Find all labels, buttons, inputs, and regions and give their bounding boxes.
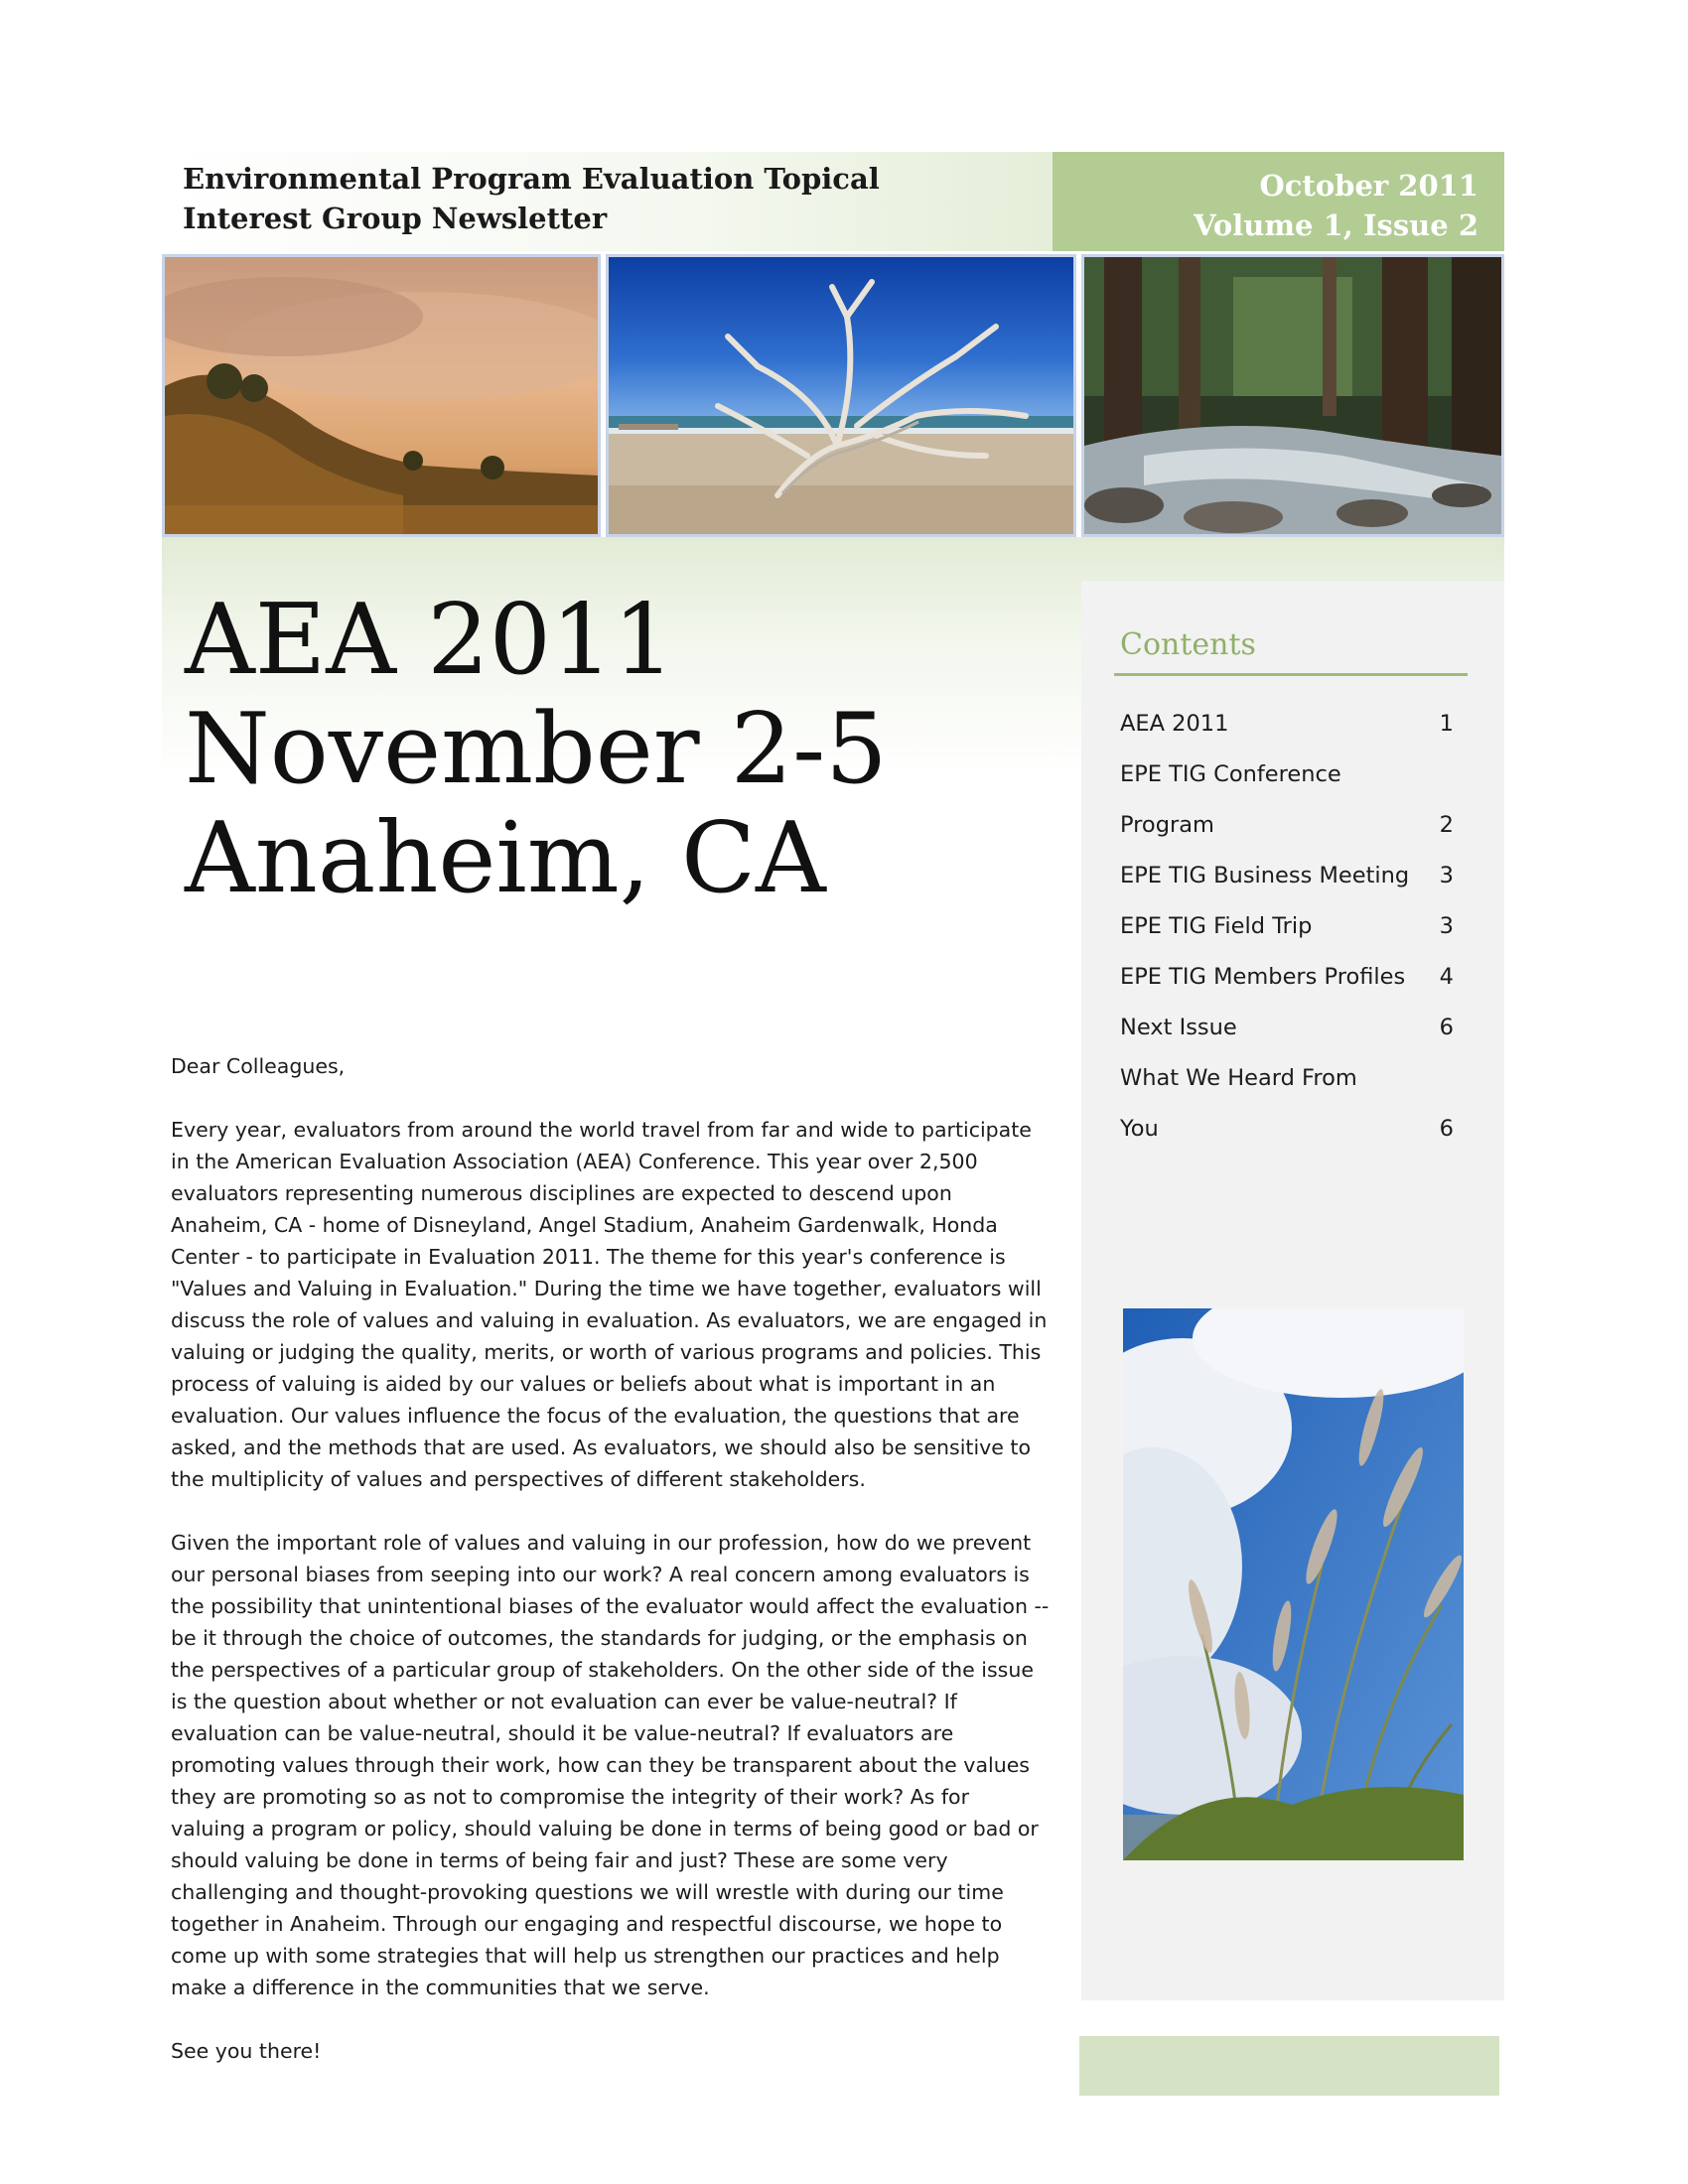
- coastal-sunset-photo: [162, 254, 601, 537]
- headline-dates: November 2-5: [185, 693, 888, 806]
- headline-event: AEA 2011: [185, 584, 675, 697]
- toc-page: 4: [1439, 964, 1454, 990]
- newsletter-title: Environmental Program Evaluation Topical Interest Group Newsletter: [183, 162, 880, 235]
- toc-item[interactable]: [1120, 699, 1458, 750]
- toc-page: 6: [1439, 1015, 1454, 1040]
- issue-volume: Volume 1, Issue 2: [1194, 208, 1478, 242]
- table-of-contents: [1120, 699, 1458, 1155]
- headline: [185, 586, 1078, 913]
- letter-body: [171, 1050, 1050, 2099]
- toc-label: You: [1120, 1116, 1159, 1142]
- toc-page: 6: [1439, 1116, 1454, 1142]
- issue-info: [1053, 152, 1504, 251]
- toc-page: 3: [1439, 863, 1454, 888]
- footer-bar: [1079, 2036, 1499, 2096]
- toc-label: Program: [1120, 812, 1214, 838]
- issue-date: October 2011: [1259, 169, 1478, 203]
- letter-closing: See you there!: [171, 2039, 322, 2063]
- toc-item[interactable]: [1120, 901, 1458, 952]
- toc-label: EPE TIG Members Profiles: [1120, 964, 1406, 990]
- letter-paragraph: Every year, evaluators from around the world travel from far and wide to participate in the American Evaluation Association (AEA) Conference. This year over 2,500 evaluators representing numerous disciplines are expected to descend upon Anaheim, CA - home of Disneyland, Angel Stadium, Anaheim Gardenwalk, Honda Center - to participate in Evaluation 2011. The theme for this year's conference is "Values and Valuing in Evaluation." During the time we have together, evaluators will discuss the role of values and valuing in evaluation. As evaluators, we are engaged in valuing or judging the quality, merits, or worth of various programs and policies. This process of valuing is aided by our values or beliefs about what is important in an evaluation. Our values influence the focus of the evaluation, the questions that are asked, and the methods that are used. As evaluators, we should also be sensitive to the multiplicity of values and perspectives of different stakeholders.: [171, 1118, 1048, 1491]
- toc-item[interactable]: [1120, 952, 1458, 1003]
- driftwood-beach-photo: [606, 254, 1076, 537]
- toc-item[interactable]: [1120, 851, 1458, 901]
- toc-label: EPE TIG Field Trip: [1120, 913, 1313, 939]
- contents-heading: Contents: [1120, 627, 1256, 662]
- toc-page: 3: [1439, 913, 1454, 939]
- forest-stream-photo: [1081, 254, 1504, 537]
- toc-page: 1: [1439, 711, 1454, 737]
- toc-label: EPE TIG Conference: [1120, 761, 1341, 787]
- toc-label: EPE TIG Business Meeting: [1120, 863, 1410, 888]
- toc-label: Next Issue: [1120, 1015, 1237, 1040]
- toc-item[interactable]: [1120, 1053, 1458, 1104]
- toc-label: AEA 2011: [1120, 711, 1229, 737]
- contents-divider: [1114, 673, 1468, 676]
- toc-item[interactable]: [1120, 750, 1458, 800]
- toc-item[interactable]: [1120, 1003, 1458, 1053]
- toc-page: 2: [1439, 812, 1454, 838]
- letter-salutation: Dear Colleagues,: [171, 1054, 346, 1078]
- toc-item[interactable]: [1120, 1104, 1458, 1155]
- headline-location: Anaheim, CA: [185, 802, 826, 915]
- toc-item[interactable]: [1120, 800, 1458, 851]
- toc-label: What We Heard From: [1120, 1065, 1357, 1091]
- letter-paragraph: Given the important role of values and valuing in our profession, how do we prevent our personal biases from seeping into our work? A real concern among evaluators is the possibility that unintentional biases of the evaluator would affect the evaluation -- be it through the choice of outcomes, the standards for judging, or the emphasis on the perspectives of a particular group of stakeholders. On the other side of the issue is the question about whether or not evaluation can ever be value-neutral? If evaluation can be value-neutral, should it be value-neutral? If evaluators are promoting values through their work, how can they be transparent about the values they are promoting so as not to compromise the integrity of their work? As for valuing a program or policy, should valuing be done in terms of being good or bad or should valuing be done in terms of being fair and just? These are some very challenging and thought-provoking questions we will wrestle with during our time together in Anaheim. Through our engaging and respectful discourse, we hope to come up with some strategies that will help us strengthen our practices and help make a difference in the communities that we serve.: [171, 1531, 1050, 1999]
- grass-sky-photo: [1123, 1308, 1464, 1860]
